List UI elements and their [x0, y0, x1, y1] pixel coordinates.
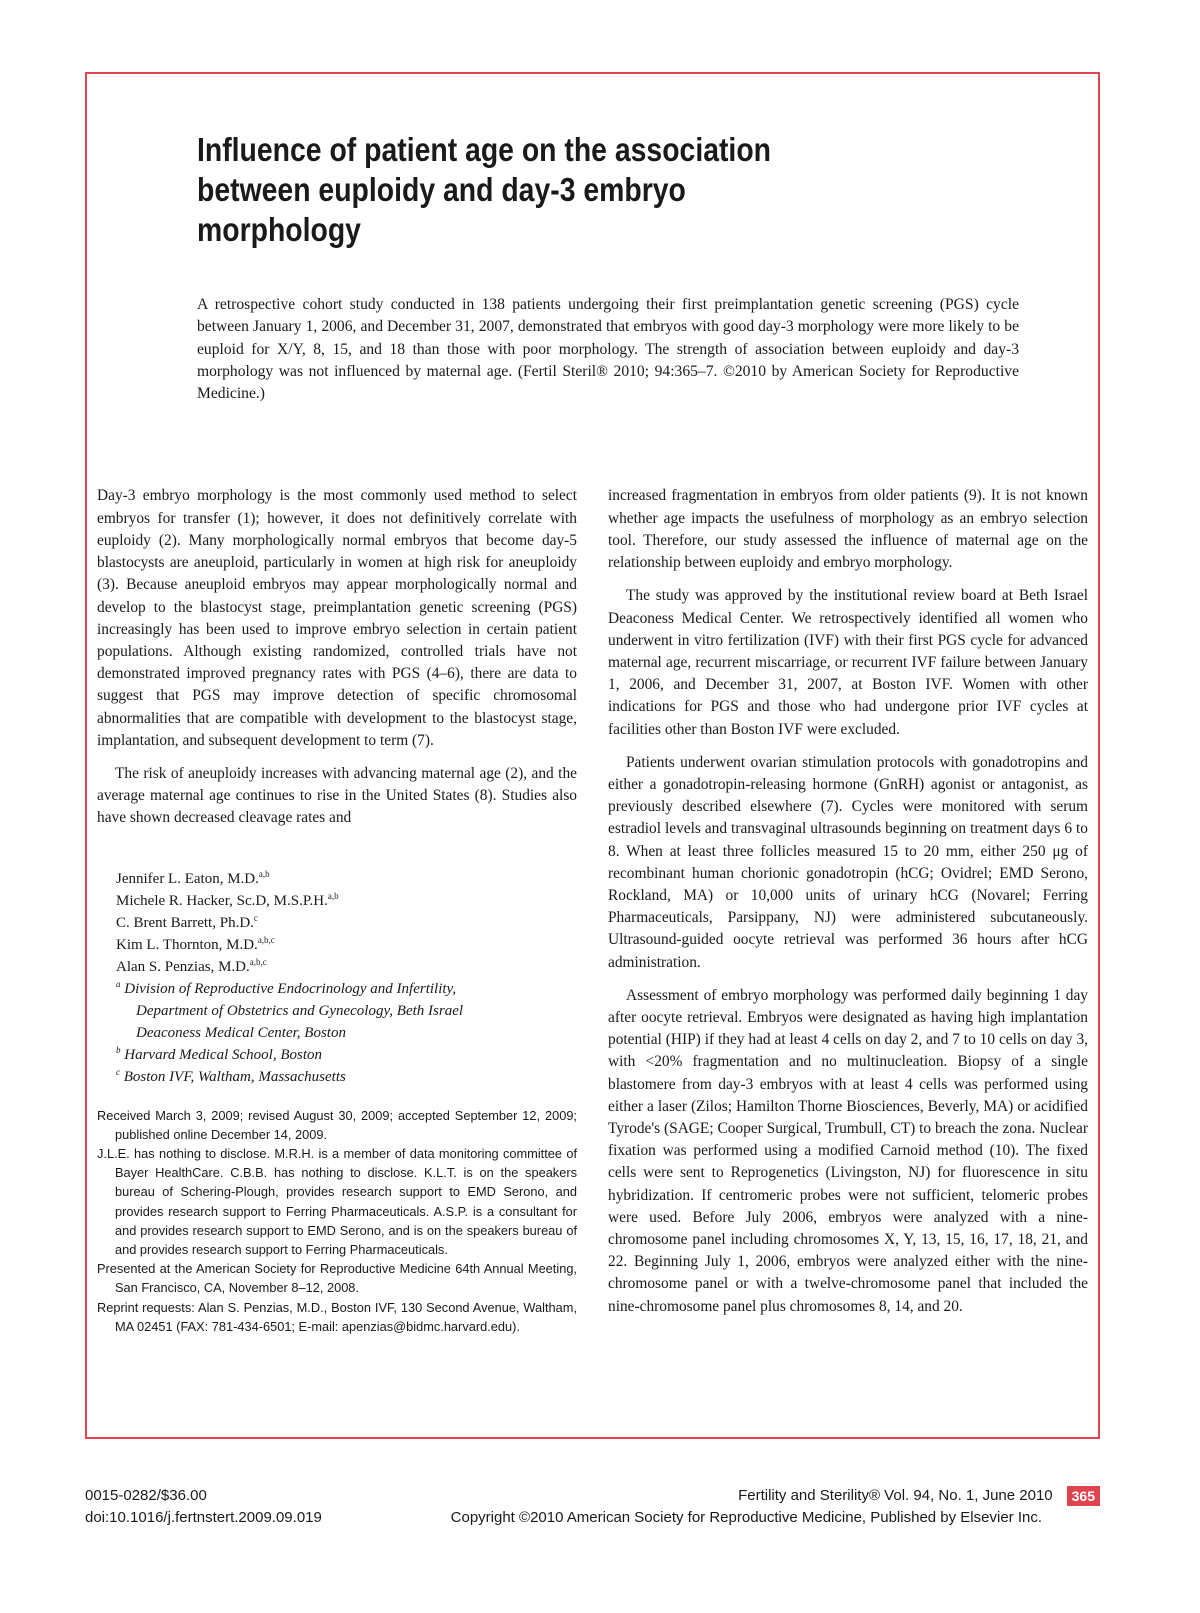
- footer-price: 0015-0282/$36.00: [85, 1487, 207, 1504]
- author: C. Brent Barrett, Ph.D.$^c$: [116, 912, 258, 931]
- body-paragraph: The study was approved by the institutional review board at Beth Israel Deaconess Medical Center. We retrospectively identified all women who underwent in vitro fertilization (IVF) with their first PGS cycle for advanced maternal age, recurrent miscarriage, or recurrent IVF failure between January 1, 2006, and December 31, 2007, at Boston IVF. Women with other indications for PGS and those who had undergone prior IVF cycles at facilities other than Boston IVF were excluded.: [608, 587, 1088, 738]
- page-footer: [85, 1485, 1100, 1529]
- author: Jennifer L. Eaton, M.D.$^{a,b}$: [116, 868, 270, 887]
- body-paragraph: Patients underwent ovarian stimulation protocols with gonadotropins and either a gonadotropin-releasing hormone (GnRH) agonist or antagonist, as previously described elsewhere (7). Cycles were monitored with serum estradiol levels and transvaginal ultrasounds beginning on treatment days 6 to 8. When at least three follicles measured 15 to 20 mm, either 250 μg of recombinant human chorionic gonadotropin (hCG; Ovidrel; EMD Serono, Rockland, MA) or 10,000 units of urinary hCG (Novarel; Ferring Pharmaceuticals, Parsippany, NJ) were administered subcutaneously. Ultrasound-guided oocyte retrieval was performed 36 hours after hCG administration.: [608, 753, 1088, 971]
- body-paragraph: Day-3 embryo morphology is the most commonly used method to select embryos for transfer (1); however, it does not definitively correlate with euploidy (2). Many morphologically normal embryos that become day-5 blastocysts are aneuploid, particularly in women at high risk for aneuploidy (3). Because aneuploid embryos may appear morphologically normal and develop to the blastocyst stage, preimplantation genetic screening (PGS) increasingly has been used to improve embryo selection in certain patient populations. Although existing randomized, controlled trials have not demonstrated improved pregnancy rates with PGS (4–6), there are data to suggest that PGS may improve detection of specific chromosomal abnormalities that are compatible with development to the blastocyst stage, implantation, and subsequent development to term (7).: [97, 487, 577, 749]
- affiliation-cont: Department of Obstetrics and Gynecology, Beth Israel: [136, 1002, 464, 1019]
- footer-copyright: Copyright ©2010 American Society for Reproductive Medicine, Published by Elsevier Inc.: [450, 1509, 1042, 1526]
- body-paragraph: Assessment of embryo morphology was performed daily beginning 1 day after oocyte retrieval. Embryos were designated as having high implantation potential (HIP) if they had at least 4 cells on day 2, and 7 to 10 cells on day 3, with <20% fragmentation and no multinucleation. Biopsy of a single blastomere from day-3 embryos with at least 4 cells was performed using either a laser (Zilos; Hamilton Thorne Biosciences, Beverly, MA) or acidified Tyrode's (SAGE; Cooper Surgical, Trumbull, CT) to breach the zona. Nuclear fixation was performed using a modified Carnoid method (10). The fixed cells were sent to Reprogenetics (Livingston, NJ) for fluorescence in situ hybridization. If centromeric probes were not sufficient, telomeric probes were used. Before July 2006, embryos were analyzed with a nine-chromosome panel including chromosomes X, Y, 13, 15, 16, 17, 18, 21, and 22. Beginning July 1, 2006, embryos were analyzed either with the nine-chromosome panel or with a twelve-chromosome panel that included the nine-chromosome panel plus chromosomes 8, 14, and 20.: [608, 986, 1088, 1315]
- right-column: [608, 485, 1088, 1335]
- abstract: A retrospective cohort study conducted in 138 patients undergoing their first preimplantation genetic screening (PGS) cycle between January 1, 2006, and December 31, 2007, demonstrated that embryos with good day-3 morphology were more likely to be euploid for X/Y, 8, 15, and 18 than those with poor morphology. The strength of association between euploidy and day-3 morphology was not influenced by maternal age. (Fertil Steril® 2010; 94:365–7. ©2010 by American Society for Reproductive Medicine.): [197, 296, 1019, 403]
- footer-row: [85, 1507, 1100, 1529]
- article-title-block: [197, 130, 997, 250]
- author-list: [97, 868, 577, 1088]
- affiliation-cont: Deaconess Medical Center, Boston: [136, 1024, 346, 1041]
- footer-row: [85, 1485, 1100, 1507]
- body-paragraph: The risk of aneuploidy increases with advancing maternal age (2), and the average maternal age continues to rise in the United States (8). Studies also have shown decreased cleavage rates and: [97, 764, 577, 827]
- article-title: Influence of patient age on the association between euploidy and day-3 embryo morphology: [197, 131, 771, 248]
- footer-journal: Fertility and Sterility® Vol. 94, No. 1, June 2010: [738, 1487, 1053, 1504]
- body-columns: [97, 485, 1088, 1335]
- footnotes: [97, 1106, 577, 1336]
- footer-doi: doi:10.1016/j.fertnstert.2009.09.019: [85, 1509, 322, 1526]
- footnote: Received March 3, 2009; revised August 30, 2009; accepted September 12, 2009; published online December 14, 2009.: [97, 1107, 577, 1142]
- affiliation: $^c$ Boston IVF, Waltham, Massachusetts: [116, 1066, 346, 1085]
- page-number: 365: [1067, 1486, 1100, 1506]
- footnote: Reprint requests: Alan S. Penzias, M.D., Boston IVF, 130 Second Avenue, Waltham, MA 02451 (FAX: 781-434-6501; E-mail: apenzias@bidmc.harvard.edu).: [97, 1299, 577, 1334]
- left-column: [97, 485, 577, 1335]
- body-paragraph: increased fragmentation in embryos from older patients (9). It is not known whether age impacts the usefulness of morphology as an embryo selection tool. Therefore, our study assessed the influence of maternal age on the relationship between euploidy and embryo morphology.: [608, 487, 1088, 572]
- affiliation: $^b$ Harvard Medical School, Boston: [116, 1044, 322, 1063]
- footnote: Presented at the American Society for Reproductive Medicine 64th Annual Meeting, San Francisco, CA, November 8–12, 2008.: [97, 1261, 577, 1296]
- affiliation: $^a$ Division of Reproductive Endocrinology and Infertility,: [116, 978, 457, 997]
- author: Michele R. Hacker, Sc.D, M.S.P.H.$^{a,b}$: [116, 890, 339, 909]
- author: Alan S. Penzias, M.D.$^{a,b,c}$: [116, 956, 267, 975]
- footnote: J.L.E. has nothing to disclose. M.R.H. is a member of data monitoring committee of Bayer HealthCare. C.B.B. has nothing to disclose. K.L.T. is on the speakers bureau of Schering-Plough, provides research support to EMD Serono, and provides research support to Ferring Pharmaceuticals. A.S.P. is a consultant for and provides research support to EMD Serono, and is on the speakers bureau of and provides research support to Ferring Pharmaceuticals.: [97, 1145, 577, 1257]
- author: Kim L. Thornton, M.D.$^{a,b,c}$: [116, 934, 275, 953]
- article-frame: [85, 72, 1100, 1439]
- footer-right: [738, 1485, 1100, 1507]
